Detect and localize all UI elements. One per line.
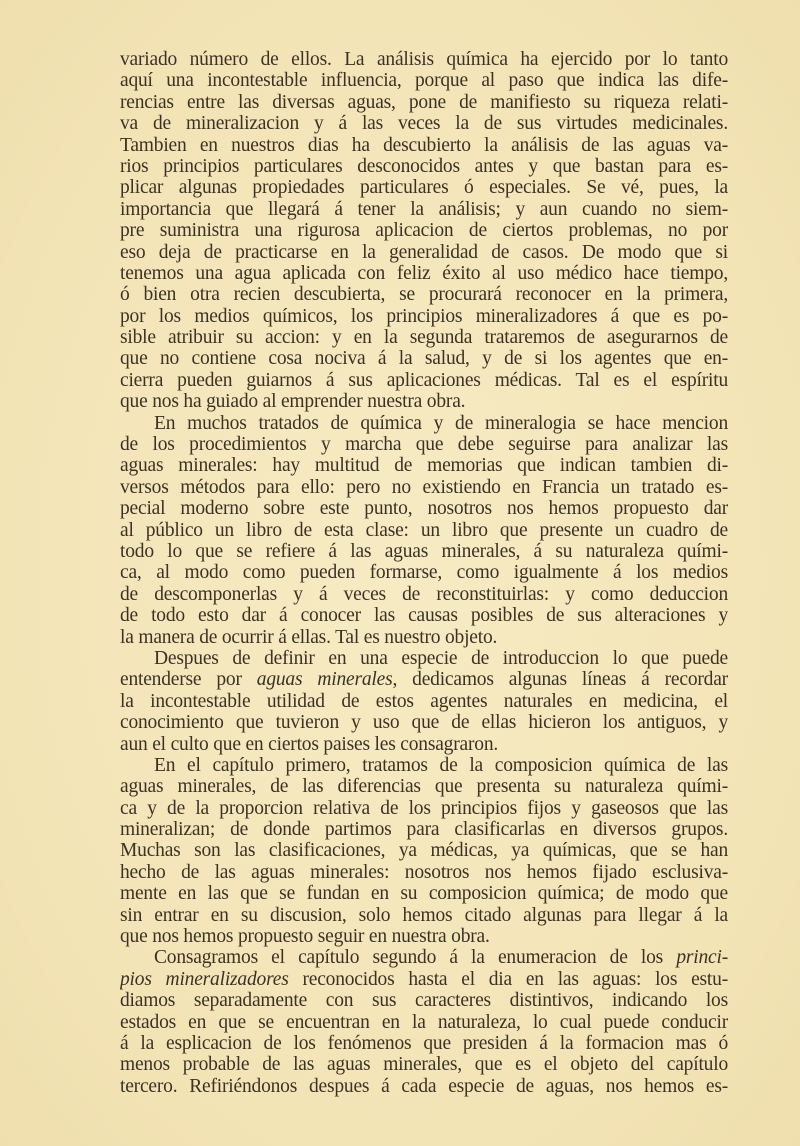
text-segment: estados en que se encuentran en la naturaleza, lo cual puede conducir	[120, 1011, 728, 1033]
paragraph	[120, 947, 728, 1097]
text-line	[120, 520, 728, 541]
text-line	[120, 648, 728, 669]
text-segment: rencias entre las diversas aguas, pone de manifiesto su riqueza relati-	[120, 91, 728, 113]
text-line	[120, 1033, 728, 1054]
text-line	[120, 883, 728, 904]
text-line	[120, 306, 728, 327]
text-segment: aquí una incontestable influencia, porque al paso que indica las dife-	[120, 70, 728, 92]
text-segment: á la esplicacion de los fenómenos que presiden á la formacion mas ó	[120, 1032, 728, 1054]
text-line	[120, 947, 728, 968]
italic-text: aguas minerales	[256, 669, 393, 691]
text-line	[120, 113, 728, 134]
text-line	[120, 712, 728, 733]
text-segment: de los procedimientos y marcha que debe seguirse para analizar las	[120, 434, 728, 456]
text-line	[120, 562, 728, 583]
text-segment: que no contiene cosa nociva á la salud, y de si los agentes que en-	[120, 348, 728, 370]
text-segment: tercero. Refiriéndonos despues á cada especie de aguas, nos hemos es-	[120, 1075, 728, 1097]
text-line	[120, 1076, 728, 1097]
text-segment: Tambien en nuestros dias ha descubierto la análisis de las aguas va-	[120, 134, 728, 156]
page-body-text	[120, 49, 728, 1097]
text-line	[120, 263, 728, 284]
text-segment: Consagramos el capítulo segundo á la enumeracion de los	[154, 947, 677, 969]
text-segment: ca y de la proporcion relativa de los principios fijos y gaseosos que las	[120, 797, 728, 819]
text-line	[120, 969, 728, 990]
text-segment: reconocidos hasta el dia en las aguas: los estu-	[288, 968, 728, 990]
text-line	[120, 135, 728, 156]
text-segment: aun el culto que en ciertos paises les consagraron.	[120, 733, 499, 755]
text-line	[120, 284, 728, 305]
text-line	[120, 691, 728, 712]
text-segment: aguas minerales, de las diferencias que presenta su naturaleza quími-	[120, 776, 728, 798]
text-line	[120, 862, 728, 883]
text-segment: entenderse por	[120, 669, 257, 691]
text-segment: Muchas son las clasificaciones, ya médicas, ya químicas, que se han	[120, 840, 728, 862]
text-segment: al público un libro de esta clase: un libro que presente un cuadro de	[120, 519, 728, 541]
text-segment: En muchos tratados de química y de mineralogia se hace mencion	[154, 412, 728, 434]
text-line	[120, 70, 728, 91]
text-line	[120, 1012, 728, 1033]
text-line	[120, 990, 728, 1011]
text-segment: ó bien otra recien descubierta, se procurará reconocer en la primera,	[120, 284, 728, 306]
text-line	[120, 434, 728, 455]
text-segment: pre suministra una rigurosa aplicacion de ciertos problemas, no por	[120, 220, 728, 242]
text-segment: de descomponerlas y á veces de reconstituirlas: y como deduccion	[120, 583, 728, 605]
text-line	[120, 734, 728, 755]
text-line	[120, 49, 728, 70]
paragraph	[120, 49, 728, 413]
text-line	[120, 926, 728, 947]
paragraph	[120, 755, 728, 948]
text-line	[120, 477, 728, 498]
text-segment: por los medios químicos, los principios mineralizadores á que es po-	[120, 305, 728, 327]
paragraph	[120, 648, 728, 755]
text-line	[120, 798, 728, 819]
text-segment: ca, al modo como pueden formarse, como igualmente á los medios	[120, 562, 728, 584]
text-segment: de todo esto dar á conocer las causas posibles de sus alteraciones y	[120, 605, 728, 627]
text-segment: En el capítulo primero, tratamos de la composicion química de las	[154, 754, 728, 776]
text-line	[120, 220, 728, 241]
italic-text: pios mineralizadores	[120, 968, 289, 990]
text-line	[120, 348, 728, 369]
text-line	[120, 541, 728, 562]
text-line	[120, 327, 728, 348]
text-segment: conocimiento que tuvieron y uso que de ellas hicieron los antiguos, y	[120, 712, 728, 734]
text-segment: versos métodos para ello: pero no existiendo en Francia un tratado es-	[120, 476, 728, 498]
text-line	[120, 819, 728, 840]
text-segment: la incontestable utilidad de estos agentes naturales en medicina, el	[120, 690, 728, 712]
text-segment: que nos ha guiado al emprender nuestra obra.	[120, 391, 466, 413]
text-line	[120, 755, 728, 776]
text-line	[120, 413, 728, 434]
text-segment: importancia que llegará á tener la análisis; y aun cuando no siem-	[120, 198, 728, 220]
text-line	[120, 840, 728, 861]
text-segment: diamos separadamente con sus caracteres distintivos, indicando los	[120, 990, 728, 1012]
text-line	[120, 242, 728, 263]
text-line	[120, 584, 728, 605]
text-line	[120, 905, 728, 926]
text-segment: variado número de ellos. La análisis química ha ejercido por lo tanto	[120, 49, 728, 70]
text-segment: mente en las que se fundan en su composicion química; de modo que	[120, 883, 728, 905]
text-segment: rios principios particulares desconocidos antes y que bastan para es-	[120, 155, 728, 177]
text-line	[120, 92, 728, 113]
text-line	[120, 605, 728, 626]
italic-text: princi-	[676, 947, 728, 969]
text-segment: todo lo que se refiere á las aguas minerales, á su naturaleza quími-	[120, 540, 728, 562]
text-segment: que nos hemos propuesto seguir en nuestra obra.	[120, 926, 490, 948]
paragraph	[120, 413, 728, 648]
text-segment: eso deja de practicarse en la generalidad de casos. De modo que si	[120, 241, 728, 263]
text-line	[120, 370, 728, 391]
text-segment: hecho de las aguas minerales: nosotros nos hemos fijado esclusiva-	[120, 861, 728, 883]
text-segment: Despues de definir en una especie de introduccion lo que puede	[154, 647, 728, 669]
text-segment: va de mineralizacion y á las veces la de sus virtudes medicinales.	[120, 113, 728, 135]
text-line	[120, 156, 728, 177]
text-line	[120, 669, 728, 690]
text-segment: plicar algunas propiedades particulares ó especiales. Se vé, pues, la	[120, 177, 728, 199]
text-segment: , dedicamos algunas líneas á recordar	[392, 669, 728, 691]
text-segment: pecial moderno sobre este punto, nosotros nos hemos propuesto dar	[120, 498, 728, 520]
text-segment: la manera de ocurrir á ellas. Tal es nuestro objeto.	[120, 626, 498, 648]
text-line	[120, 199, 728, 220]
text-line	[120, 776, 728, 797]
text-line	[120, 498, 728, 519]
text-line	[120, 391, 728, 412]
text-segment: cierra pueden guiarnos á sus aplicaciones médicas. Tal es el espíritu	[120, 369, 728, 391]
text-segment: tenemos una agua aplicada con feliz éxito al uso médico hace tiempo,	[120, 262, 728, 284]
text-segment: mineralizan; de donde partimos para clasificarlas en diversos grupos.	[120, 819, 728, 841]
text-segment: aguas minerales: hay multitud de memorias que indican tambien di-	[120, 455, 728, 477]
text-line	[120, 455, 728, 476]
text-line	[120, 627, 728, 648]
text-segment: sin entrar en su discusion, solo hemos citado algunas para llegar á la	[120, 904, 728, 926]
text-segment: menos probable de las aguas minerales, que es el objeto del capítulo	[120, 1054, 728, 1076]
text-segment: sible atribuir su accion: y en la segunda trataremos de asegurarnos de	[120, 327, 728, 349]
text-line	[120, 1054, 728, 1075]
text-line	[120, 177, 728, 198]
